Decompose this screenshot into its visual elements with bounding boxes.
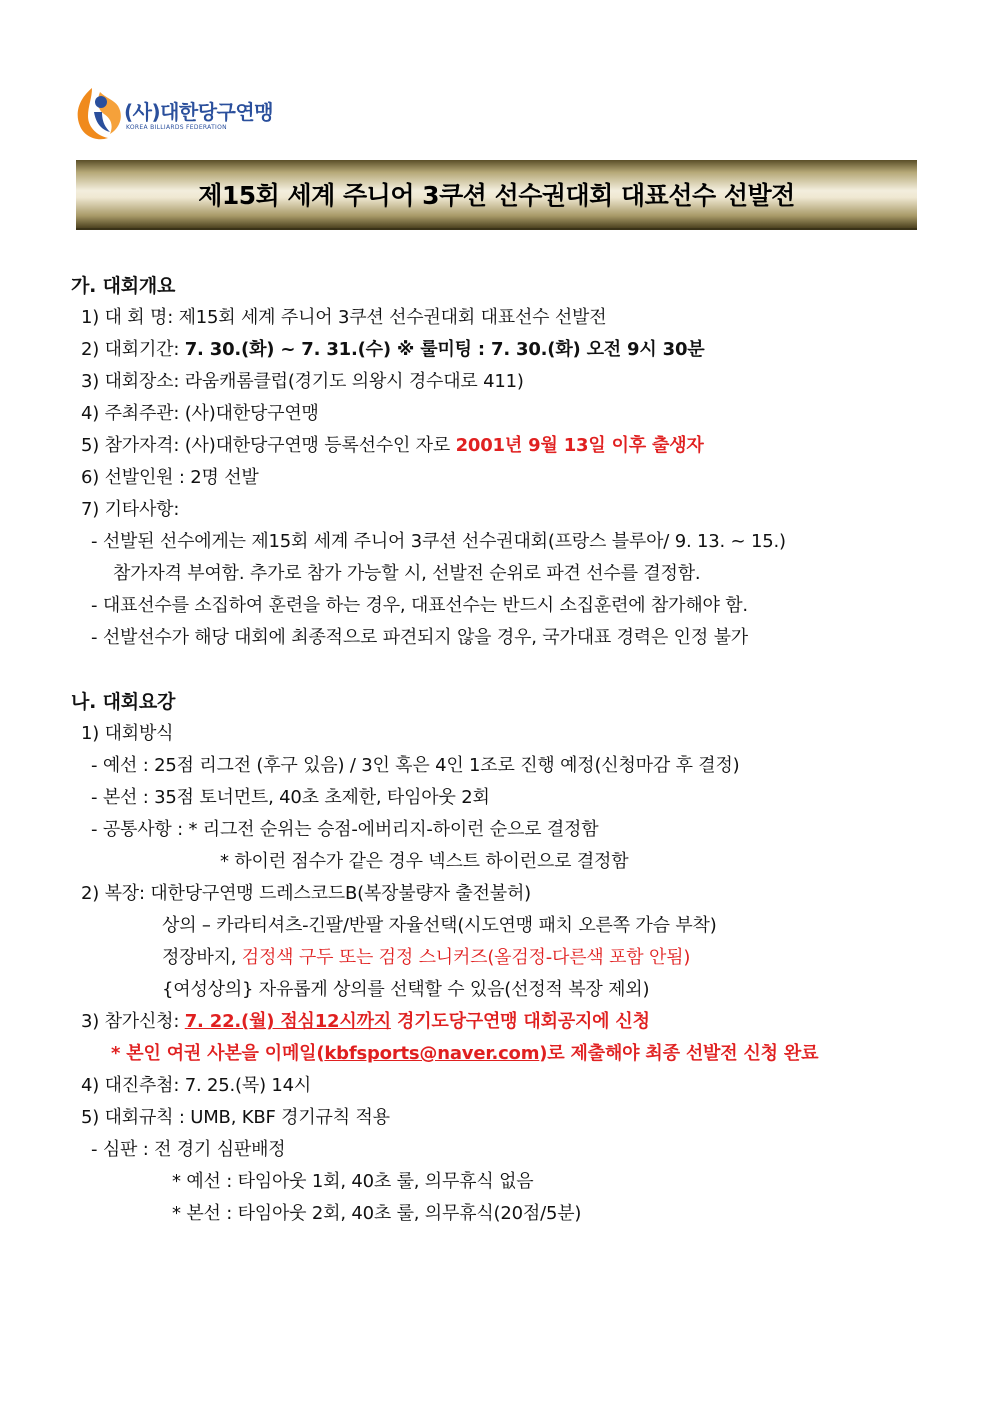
referee-main: * 본선 : 타임아웃 2회, 40초 룰, 의무휴식(20점/5분) [172,1203,582,1224]
logo-subtext: KOREA BILLIARDS FEDERATION [126,124,227,131]
logo-text: (사)대한당구연맹 [124,100,274,124]
federation-logo [70,84,300,144]
format-common-1: - 공통사항 : * 리그전 순위는 승점-에버리지-하이런 순으로 결정함 [91,819,599,840]
misc-note-1a: - 선발된 선수에게는 제15회 세계 주니어 3쿠션 선수권대회(프랑스 블루아/ 9. 13. ~ 15.) [91,531,786,552]
format-heading: 1) 대회방식 [81,723,174,744]
dress-code-bottom: 정장바지, 검정색 구두 또는 검정 스니커즈(올검정-다른색 포함 안됨) [162,947,691,968]
rules-line: 5) 대회규칙 : UMB, KBF 경기규칙 적용 [81,1107,390,1128]
format-main: - 본선 : 35점 토너먼트, 40초 초제한, 타임아웃 2회 [91,787,490,808]
dress-code-women: {여성상의} 자유롭게 상의를 선택할 수 있음(선정적 복장 제외) [162,979,650,1000]
overview-venue: 3) 대회장소: 라움캐롬클럽(경기도 의왕시 경수대로 411) [81,371,524,392]
overview-misc-heading: 7) 기타사항: [81,499,180,520]
flame-emblem-icon [70,84,126,144]
format-preliminary: - 예선 : 25점 리그전 (후구 있음) / 3인 혹은 4인 1조로 진행 예정(신청마감 후 결정) [91,755,740,776]
overview-organizer: 4) 주최주관: (사)대한당구연맹 [81,403,319,424]
dress-code-top: 상의 – 카라티셔츠-긴팔/반팔 자율선택(시도연맹 패치 오른쪽 가슴 부착) [162,915,717,936]
format-common-2: * 하이런 점수가 같은 경우 넥스트 하이런으로 결정함 [220,851,629,872]
title-banner [76,160,917,230]
misc-note-1b: 참가자격 부여함. 추가로 참가 가능할 시, 선발전 순위로 파견 선수를 결정함. [113,563,701,584]
overview-selection-count: 6) 선발인원 : 2명 선발 [81,467,259,488]
overview-eligibility: 5) 참가자격: (사)대한당구연맹 등록선수인 자로 2001년 9월 13일 이후 출생자 [81,435,704,456]
section-b-heading: 나. 대회요강 [71,691,176,713]
referee-line: - 심판 : 전 경기 심판배정 [91,1139,286,1160]
misc-note-2: - 대표선수를 소집하여 훈련을 하는 경우, 대표선수는 반드시 소집훈련에 참가해야 함. [91,595,748,616]
overview-event-name: 1) 대 회 명: 제15회 세계 주니어 3쿠션 선수권대회 대표선수 선발전 [81,307,607,328]
registration-passport-note: * 본인 여권 사본을 이메일(kbfsports@naver.com)로 제출해야 최종 선발전 신청 완료 [111,1043,819,1064]
email-link[interactable]: kbfsports@naver.com [324,1043,540,1064]
misc-note-3: - 선발선수가 해당 대회에 최종적으로 파견되지 않을 경우, 국가대표 경력은 인정 불가 [91,627,748,648]
registration-line: 3) 참가신청: 7. 22.(월) 점심12시까지 경기도당구연맹 대회공지에 신청 [81,1011,650,1032]
draw-date: 4) 대진추첨: 7. 25.(목) 14시 [81,1075,312,1096]
dress-code-heading: 2) 복장: 대한당구연맹 드레스코드B(복장불량자 출전불허) [81,883,531,904]
overview-event-period: 2) 대회기간: 7. 30.(화) ~ 7. 31.(수) ※ 룰미팅 : 7. 30.(화) 오전 9시 30분 [81,339,705,360]
section-a-heading: 가. 대회개요 [71,275,176,297]
referee-preliminary: * 예선 : 타임아웃 1회, 40초 룰, 의무휴식 없음 [172,1171,534,1192]
document-title: 제15회 세계 주니어 3쿠션 선수권대회 대표선수 선발전 [198,181,795,210]
